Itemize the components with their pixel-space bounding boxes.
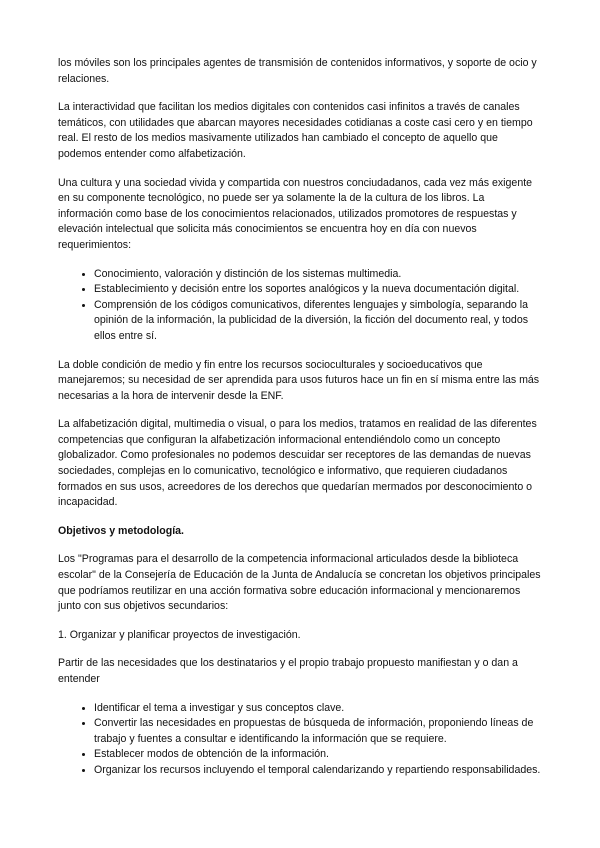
- paragraph: Partir de las necesidades que los destinatarios y el propio trabajo propuesto manifiestan y o dan a entender: [58, 657, 518, 685]
- list-item: • Establecimiento y decisión entre los soportes analógicos y la nueva documentación digital.: [94, 282, 542, 298]
- paragraph: Una cultura y una sociedad vivida y compartida con nuestros conciudadanos, cada vez más exigente en su componente tecnológico, no puede ser ya solamente la de la cultura de los libros. La información como base de los conocimientos relacionados, utilizados promotores de respuestas y elevación intelectual que solicita más conocimientos se encuentra hoy en día con nuevos requerimientos:: [58, 176, 533, 251]
- bullet-list-objectives: [58, 701, 542, 779]
- paragraph: Los "Programas para el desarrollo de la competencia informacional articulados desde la biblioteca escolar" de la Consejería de Educación de la Junta de Andalucía se concretan los objetivos principales que podríamos reutilizar en una acción formativa sobre educación informacional y mencionaremos junto con sus objetivos secundarios:: [58, 553, 541, 613]
- paragraph: los móviles son los principales agentes de transmisión de contenidos informativos, y soporte de ocio y relaciones.: [58, 57, 537, 85]
- list-item: • Conocimiento, valoración y distinción de los sistemas multimedia.: [94, 267, 542, 283]
- paragraph: La alfabetización digital, multimedia o visual, o para los medios, tratamos en realidad de las diferentes competencias que configuran la alfabetización informacional entendiéndolo como un concepto globalizador. Como profesionales no podemos descuidar ser receptores de las demandas de nuevas sociedades, complejas en lo comunicativo, tecnológico e informativo, que requieren ciudadanos formados en sus usos, acreedores de los derechos que quedarían mermados por desconocimiento o incapacidad.: [58, 418, 537, 509]
- list-item: • Establecer modos de obtención de la información.: [94, 747, 542, 763]
- section-heading: Objetivos y metodología.: [58, 524, 184, 537]
- paragraph: La doble condición de medio y fin entre los recursos socioculturales y socioeducativos que manejaremos; su necesidad de ser aprendida para usos futuros hace un fin en sí misma entre las más necesarias a la hora de intervenir desde la ENF.: [58, 358, 540, 402]
- list-item: • Identificar el tema a investigar y sus conceptos clave.: [94, 701, 542, 717]
- bullet-list-requirements: [58, 267, 542, 345]
- list-item: • Convertir las necesidades en propuestas de búsqueda de información, proponiendo líneas de trabajo y fuentes a consultar e identificando la información que se requiere.: [94, 716, 542, 747]
- paragraph: La interactividad que facilitan los medios digitales con contenidos casi infinitos a través de canales temáticos, con utilidades que abarcan mayores necesidades cotidianas a coste casi cero y en tiempo real. El resto de los medios masivamente utilizados han cambiado el concepto de aquello que podemos entender como alfabetización.: [58, 101, 533, 160]
- list-item: • Comprensión de los códigos comunicativos, diferentes lenguajes y simbología, separando la opinión de la información, la publicidad de la diversión, la ficción del documento real, y todos ellos entre sí.: [94, 298, 542, 345]
- numbered-objective: 1. Organizar y planificar proyectos de investigación.: [58, 628, 301, 641]
- list-item: • Organizar los recursos incluyendo el temporal calendarizando y repartiendo responsabilidades.: [94, 763, 542, 779]
